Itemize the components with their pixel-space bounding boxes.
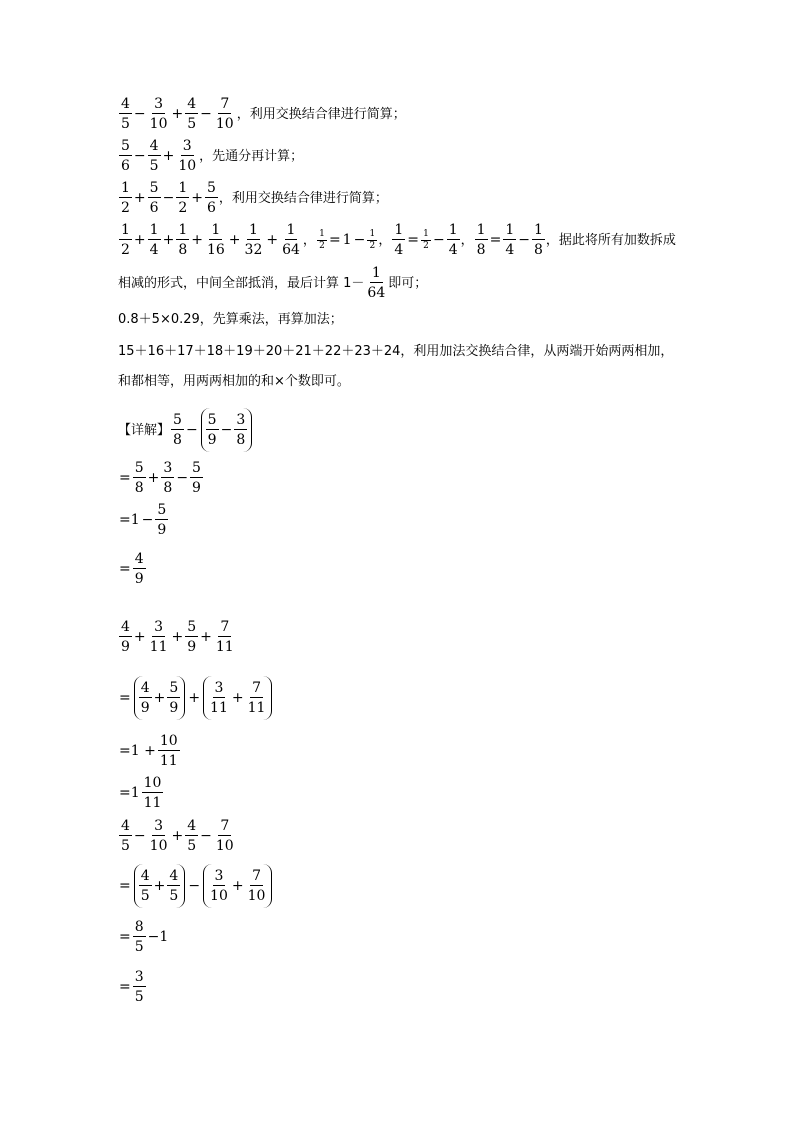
fraction: $\frac{3}{11}$ [210, 680, 228, 716]
fraction: $\frac{7}{10}$ [215, 96, 234, 132]
detail-line-10 [118, 864, 274, 908]
operator: − [133, 148, 146, 164]
fraction: $\frac{1}{16}$ [206, 222, 225, 258]
operator: − [220, 422, 233, 438]
fraction: $\frac{1}{8}$ [533, 222, 543, 258]
hint-text: ，利用交换结合律进行简算； [218, 190, 388, 206]
fraction: $\frac{5}{9}$ [207, 412, 217, 448]
parenthesis-group [134, 864, 186, 908]
detail-line-4 [118, 552, 147, 586]
operator: − [176, 470, 189, 486]
parenthesis-group [203, 676, 272, 720]
fraction: $\frac{3}{10}$ [210, 868, 228, 904]
fraction: $\frac{4}{5}$ [149, 138, 159, 174]
operator: + [171, 629, 184, 645]
fraction: $\frac{3}{8}$ [163, 460, 173, 496]
fraction: $\frac{5}{6}$ [149, 180, 159, 216]
operator: = [119, 690, 131, 706]
fraction: $\frac{4}{5}$ [121, 818, 130, 854]
detail-line-9 [118, 819, 237, 853]
hint-text: ，先通分再计算； [199, 148, 304, 164]
fraction: $\frac{5}{9}$ [169, 680, 179, 716]
fraction: $\frac{1}{64}$ [282, 222, 300, 258]
fraction: $\frac{1}{2}$ [121, 180, 130, 216]
detail-line-8 [118, 776, 164, 810]
operator: + [162, 232, 175, 248]
operator: + [200, 629, 212, 645]
fraction: $\frac{3}{10}$ [149, 96, 168, 132]
operator: − [133, 106, 146, 122]
operator: + [153, 690, 166, 706]
operand: −1 [147, 929, 169, 945]
fraction: $\frac{7}{11}$ [247, 680, 266, 716]
operator: − [162, 190, 175, 206]
fraction: $\frac{5}{6}$ [206, 180, 216, 216]
fraction: $\frac{4}{5}$ [121, 96, 130, 132]
hint-line-7: 和都相等，用两两相加的和×个数即可。 [118, 374, 350, 389]
operator: − [200, 828, 212, 844]
operator: − [188, 878, 201, 894]
fraction: $\frac{4}{5}$ [140, 868, 150, 904]
parenthesis-group [203, 864, 272, 908]
operand: =1 [119, 785, 140, 801]
detail-line-7 [118, 734, 181, 768]
operator: − [353, 232, 366, 248]
operator: + [231, 690, 244, 706]
fraction: $\frac{1}{2}$ [367, 230, 377, 251]
hint-text: 即可； [388, 275, 428, 291]
fraction: $\frac{7}{10}$ [247, 868, 266, 904]
detail-line-6 [118, 676, 274, 720]
fraction: $\frac{7}{10}$ [215, 818, 234, 854]
operator: − [141, 512, 154, 528]
operator: + [133, 232, 146, 248]
operator: − [133, 828, 146, 844]
separator: ， [460, 232, 474, 248]
fraction: $\frac{1}{2}$ [317, 230, 327, 251]
fraction: $\frac{4}{9}$ [134, 551, 144, 587]
operator: = [328, 232, 341, 248]
hint-line-5: 0.8＋5×0.29，先算乘法，再算加法； [118, 312, 343, 327]
operand: =1 [119, 512, 140, 528]
operator: + [153, 878, 166, 894]
operator: = [407, 232, 419, 248]
fraction: $\frac{1}{8}$ [476, 222, 486, 258]
operator: − [185, 422, 198, 438]
operator: − [200, 106, 212, 122]
fraction: $\frac{5}{9}$ [192, 460, 201, 496]
operator: + [191, 232, 203, 248]
operator: = [119, 979, 131, 995]
fraction: $\frac{3}{8}$ [236, 412, 246, 448]
operator: + [266, 232, 279, 248]
hint-text: ，据此将所有加数拆成 [545, 232, 676, 248]
detail-line-3 [118, 503, 169, 537]
fraction: $\frac{4}{9}$ [121, 619, 130, 655]
operator: + [228, 232, 241, 248]
operator: + [147, 470, 160, 486]
fraction: $\frac{3}{11}$ [149, 619, 168, 655]
operator: = [119, 929, 131, 945]
hint-line-2 [118, 139, 303, 173]
operator: + [133, 629, 146, 645]
fraction: $\frac{5}{8}$ [173, 412, 182, 448]
fraction: $\frac{1}{64}$ [367, 265, 386, 301]
fraction: $\frac{1}{4}$ [505, 222, 515, 258]
operator: + [171, 106, 184, 122]
detail-line-1 [118, 408, 254, 452]
operator: − [433, 232, 445, 248]
detail-line-5 [118, 620, 237, 654]
hint-line-4 [118, 223, 676, 257]
operator: + [191, 190, 203, 206]
fraction: $\frac{4}{5}$ [187, 818, 197, 854]
fraction: $\frac{1}{4}$ [448, 222, 458, 258]
operator: − [518, 232, 530, 248]
fraction: $\frac{1}{2}$ [121, 222, 130, 258]
fraction: $\frac{10}{11}$ [143, 775, 162, 811]
separator: ， [302, 232, 316, 248]
fraction: $\frac{3}{10}$ [178, 138, 197, 174]
fraction: $\frac{1}{2}$ [421, 230, 431, 251]
operand: 1 [342, 232, 352, 248]
operator: + [231, 878, 244, 894]
hint-line-4b [118, 266, 427, 300]
detail-label: 【详解】 [118, 422, 171, 438]
operator: = [119, 470, 131, 486]
fraction: $\frac{3}{5}$ [134, 969, 144, 1005]
operand: =1 + [119, 743, 156, 759]
fraction: $\frac{3}{10}$ [149, 818, 168, 854]
hint-line-3 [118, 181, 388, 215]
detail-line-12 [118, 970, 147, 1004]
fraction: $\frac{4}{9}$ [140, 680, 150, 716]
fraction: $\frac{1}{8}$ [178, 222, 188, 258]
operator: + [188, 690, 201, 706]
operator: + [162, 148, 175, 164]
fraction: $\frac{8}{5}$ [134, 919, 144, 955]
detail-line-11 [118, 920, 169, 954]
hint-line-1 [118, 97, 406, 131]
fraction: $\frac{7}{11}$ [215, 619, 234, 655]
fraction: $\frac{5}{6}$ [121, 138, 130, 174]
operator: + [171, 828, 184, 844]
fraction: $\frac{4}{5}$ [187, 96, 197, 132]
hint-text: ，利用交换结合律进行简算； [236, 106, 406, 122]
fraction: $\frac{5}{9}$ [187, 619, 197, 655]
fraction: $\frac{1}{2}$ [178, 180, 188, 216]
fraction: $\frac{5}{9}$ [157, 502, 167, 538]
operator: = [489, 232, 502, 248]
hint-line-6: 15＋16＋17＋18＋19＋20＋21＋22＋23＋24，利用加法交换结合律，从两端开始两两相加， [118, 344, 674, 359]
separator: ， [378, 232, 392, 248]
operator: + [133, 190, 146, 206]
fraction: $\frac{10}{11}$ [159, 733, 178, 769]
fraction: $\frac{1}{4}$ [149, 222, 159, 258]
fraction: $\frac{5}{8}$ [134, 460, 144, 496]
fraction: $\frac{1}{4}$ [394, 222, 404, 258]
parenthesis-group [201, 408, 253, 452]
fraction: $\frac{4}{5}$ [169, 868, 179, 904]
operator: = [119, 561, 131, 577]
operator: = [119, 878, 131, 894]
detail-line-2 [118, 461, 204, 495]
fraction: $\frac{1}{32}$ [244, 222, 263, 258]
parenthesis-group [134, 676, 186, 720]
hint-text: 相减的形式，中间全部抵消，最后计算 1－ [118, 275, 365, 291]
